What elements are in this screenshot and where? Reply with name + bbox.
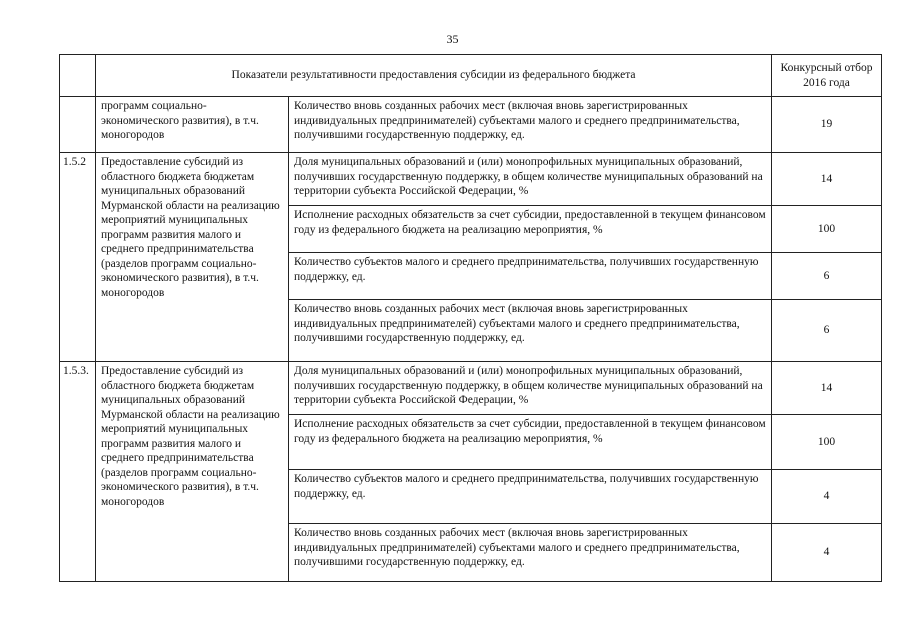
indicator-value: 4 — [772, 470, 882, 524]
header-indicators-cell: Показатели результативности предоставления субсидии из федерального бюджета — [96, 55, 772, 97]
indicator-value: 6 — [772, 300, 882, 362]
subsidy-description: Предоставление субсидий из областного бюджета бюджетам муниципальных образований Мурманской области на реализацию мероприятий муниципальных программ развития малого и среднего предпринимательства (разделов программ социально-экономического развития), в т.ч. моногородов — [96, 362, 289, 582]
indicators-table — [59, 54, 882, 582]
indicator-text: Доля муниципальных образований и (или) монопрофильных муниципальных образований, получивших государственную поддержку, в общем количестве муниципальных образований на территории субъекта Российской Федерации, % — [289, 362, 772, 415]
section-number: 1.5.2 — [60, 153, 96, 362]
section-number: 1.5.3. — [60, 362, 96, 582]
indicator-text: Количество субъектов малого и среднего предпринимательства, получивших государственную поддержку, ед. — [289, 470, 772, 524]
subsidy-description: Предоставление субсидий из областного бюджета бюджетам муниципальных образований Мурманской области на реализацию мероприятий муниципальных программ развития малого и среднего предпринимательства (разделов программ социально-экономического развития), в т.ч. моногородов — [96, 153, 289, 362]
indicator-value: 6 — [772, 253, 882, 300]
indicator-text: Исполнение расходных обязательств за счет субсидии, предоставленной в текущем финансовом году из федерального бюджета на реализацию мероприятия, % — [289, 415, 772, 470]
table-header-row — [60, 55, 882, 97]
continuation-indicator-cell: Количество вновь созданных рабочих мест (включая вновь зарегистрированных индивидуальных предпринимателей) субъектами малого и среднего предпринимательства, получившими государственную поддержку, ед. — [289, 97, 772, 153]
indicator-value: 14 — [772, 362, 882, 415]
continuation-subsidy-cell: программ социально-экономического развития), в т.ч. моногородов — [96, 97, 289, 153]
indicator-text: Количество вновь созданных рабочих мест (включая вновь зарегистрированных индивидуальных предпринимателей) субъектами малого и среднего предпринимательства, получившими государственную поддержку, ед. — [289, 524, 772, 582]
indicator-value: 14 — [772, 153, 882, 206]
indicator-value: 100 — [772, 206, 882, 253]
table-row — [60, 362, 882, 415]
indicator-text: Количество субъектов малого и среднего предпринимательства, получивших государственную поддержку, ед. — [289, 253, 772, 300]
continuation-value-cell: 19 — [772, 97, 882, 153]
indicator-text: Исполнение расходных обязательств за счет субсидии, предоставленной в текущем финансовом году из федерального бюджета на реализацию мероприятия, % — [289, 206, 772, 253]
continuation-number-cell — [60, 97, 96, 153]
continuation-row — [60, 97, 882, 153]
header-value-cell: Конкурсный отбор 2016 года — [772, 55, 882, 97]
indicator-text: Количество вновь созданных рабочих мест (включая вновь зарегистрированных индивидуальных предпринимателей) субъектами малого и среднего предпринимательства, получившими государственную поддержку, ед. — [289, 300, 772, 362]
table-row — [60, 153, 882, 206]
indicator-value: 100 — [772, 415, 882, 470]
indicator-value: 4 — [772, 524, 882, 582]
header-number-cell — [60, 55, 96, 97]
indicator-text: Доля муниципальных образований и (или) монопрофильных муниципальных образований, получивших государственную поддержку, в общем количестве муниципальных образований на территории субъекта Российской Федерации, % — [289, 153, 772, 206]
page-number: 35 — [446, 32, 459, 46]
